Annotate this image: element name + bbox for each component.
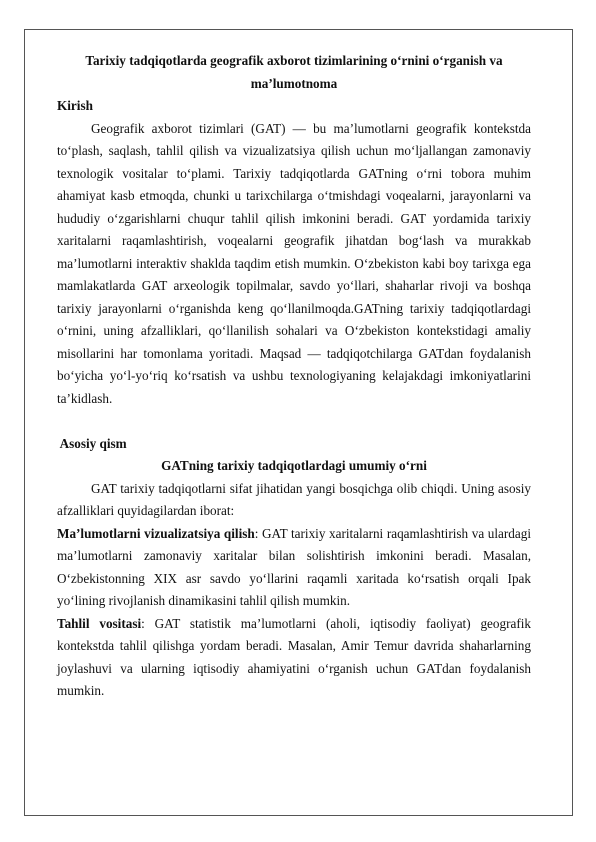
intro-paragraph: Geografik axborot tizimlari (GAT) — bu ma’lumotlarni geografik kontekstda to‘plash, saqlash, tahlil qilish va vizualizatsiya qilish uchun mo‘ljallangan zamonaviy texnologik vositalar to‘plami. Tarixiy tadqiqotlarda GATning o‘rni tobora muhim ahamiyat kasb etmoqda, chunki u tarixchilarga o‘tmishdagi voqealarni, jarayonlarni va hududiy o‘zgarishlarni chuqur tahlil qilish imkonini beradi. GAT yordamida tarixiy xaritalarni raqamlashtirish, voqealarni geografik jihatdan bog‘lash va murakkab ma’lumotlarni interaktiv shaklda taqdim etish mumkin. O‘zbekiston kabi boy tarixga ega mamlakatlarda GAT arxeologik topilmalar, savdo yo‘llari, shaharlar rivoji va boshqa tarixiy jarayonlarni o‘rganishda keng qo‘llanilmoqda.GATning tarixiy tadqiqotlardagi o‘rnini, uning afzalliklari, qo‘llanilish sohalari va O‘zbekiston kontekstidagi amaliy misollarini har tomonlama yoritadi. Maqsad — tadqiqotchilarga GATdan foydalanish bo‘yicha yo‘l-yo‘riq ko‘rsatish va ushbu texnologiyaning kelajakdagi imkoniyatlarini ta’kidlash. <box>57 120 531 406</box>
document-body <box>57 50 531 703</box>
list-item-visualization <box>57 523 531 613</box>
list-item-analysis <box>57 613 531 703</box>
intro-heading: Kirish <box>57 98 93 113</box>
item-term: Ma’lumotlarni vizualizatsiya qilish <box>57 525 255 541</box>
item-text: : GAT tarixiy xaritalarni raqamlashtirish va ulardagi ma’lumotlarni zamonaviy xaritalar bilan solishtirish imkonini beradi. Masalan, O‘zbekistonning XIX asr savdo yo‘llarini raqamli xaritada ko‘rsatish orqali Ipak yo‘lining rivojlanish dinamikasini tahlil qilish mumkin. <box>57 525 531 608</box>
document-title: Tarixiy tadqiqotlarda geografik axborot tizimlarining o‘rnini o‘rganish va ma’lumotnoma <box>85 53 503 91</box>
main-subheading: GATning tarixiy tadqiqotlardagi umumiy o‘rni <box>161 458 427 473</box>
main-heading: Asosiy qism <box>57 435 127 451</box>
section-spacer <box>57 410 531 433</box>
item-term: Tahlil vositasi <box>57 615 142 631</box>
item-text: : GAT statistik ma’lumotlarni (aholi, iqtisodiy faoliyat) geografik kontekstda tahlil qilishga yordam beradi. Masalan, Amir Temur davrida shaharlarning joylashuvi va ularning iqtisodiy ahamiyatini o‘rganish uchun GATdan foydalanish mumkin. <box>57 615 531 698</box>
main-intro-paragraph: GAT tarixiy tadqiqotlarni sifat jihatidan yangi bosqichga olib chiqdi. Uning asosiy afzalliklari quyidagilardan iborat: <box>57 480 531 518</box>
